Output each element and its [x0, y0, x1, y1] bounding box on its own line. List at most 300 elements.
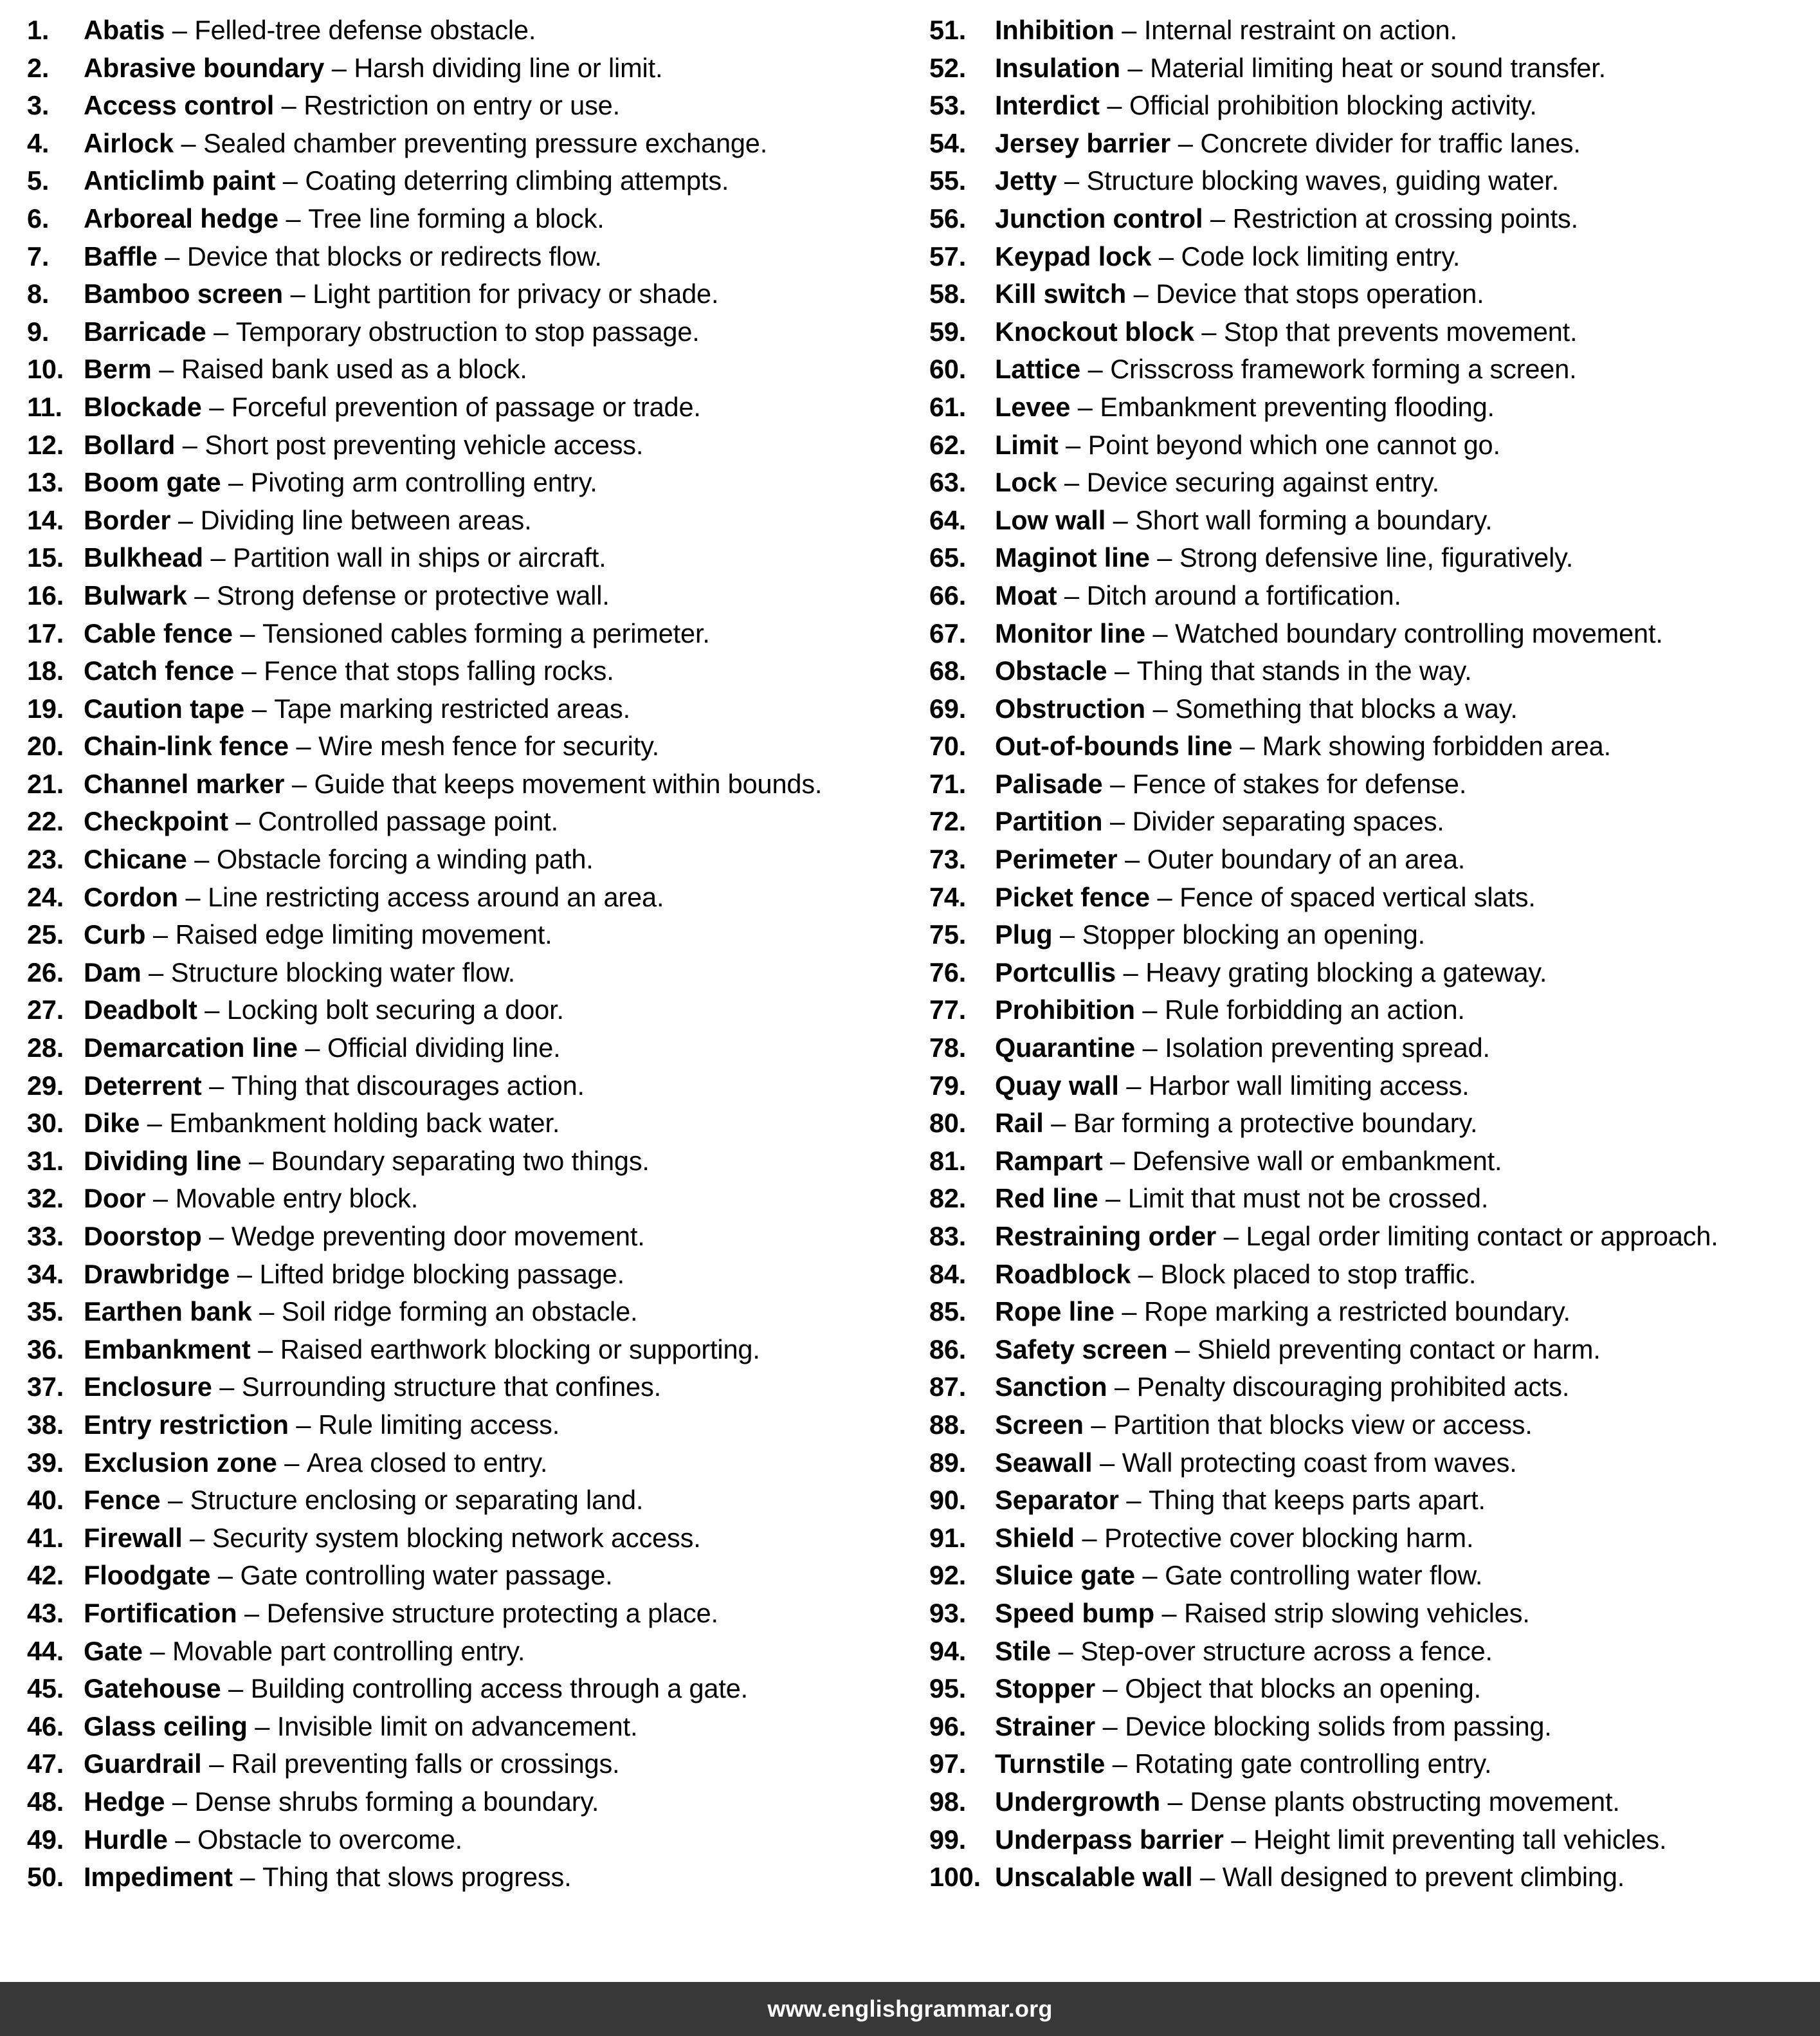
list-item-term: Exclusion zone [84, 1447, 277, 1478]
list-item [27, 652, 895, 690]
list-item-definition: Wire mesh fence for security. [318, 731, 660, 762]
list-item-body [995, 426, 1500, 464]
list-item-number: 83. [929, 1221, 967, 1251]
list-item [27, 1067, 895, 1105]
list-item-body [995, 238, 1460, 276]
list-item-term: Demarcation line [84, 1032, 298, 1063]
list-item-definition: Restriction at crossing points. [1232, 203, 1579, 234]
list-item-body [84, 539, 606, 577]
list-item-body [84, 426, 643, 464]
list-item [929, 615, 1807, 653]
list-item-term: Sanction [995, 1371, 1107, 1402]
list-item-number: 75. [929, 919, 967, 950]
list-item-term: Dam [84, 957, 141, 987]
list-item [27, 1595, 895, 1633]
list-item-separator: – [1134, 995, 1165, 1025]
list-item [929, 1105, 1807, 1142]
list-item-number: 73. [929, 844, 967, 875]
list-item-separator: – [1135, 1032, 1165, 1063]
list-item-definition: Block placed to stop traffic. [1160, 1258, 1477, 1289]
list-item [929, 652, 1807, 690]
list-item-number: 40. [27, 1485, 64, 1516]
list-item-body [84, 1368, 661, 1406]
list-item-term: Jersey barrier [995, 127, 1171, 158]
list-item-body [84, 1858, 572, 1896]
list-item-number: 21. [27, 768, 64, 799]
list-item-term: Airlock [84, 127, 174, 158]
list-item-term: Plug [995, 919, 1053, 950]
list-item-separator: – [1095, 1710, 1125, 1741]
list-item-number: 16. [27, 580, 64, 610]
list-item-body [995, 577, 1401, 615]
list-item-separator: – [1074, 1522, 1105, 1553]
list-item-definition: Structure enclosing or separating land. [190, 1485, 644, 1516]
list-item-number: 4. [27, 127, 50, 158]
list-item-term: Partition [995, 806, 1103, 837]
list-item-number: 72. [929, 806, 967, 837]
list-item-definition: Tensioned cables forming a perimeter. [262, 618, 710, 648]
list-item-term: Inhibition [995, 15, 1115, 45]
list-item-definition: Tree line forming a block. [308, 203, 605, 234]
list-item-definition: Dividing line between areas. [200, 504, 532, 535]
list-item-separator: – [212, 1371, 242, 1402]
list-item-definition: Watched boundary controlling movement. [1175, 618, 1663, 648]
list-item-separator: – [1057, 580, 1087, 610]
list-item-separator: – [1154, 1597, 1185, 1628]
list-item-definition: Rope marking a restricted boundary. [1144, 1296, 1570, 1327]
list-item-separator: – [1170, 127, 1201, 158]
list-item-definition: Protective cover blocking harm. [1104, 1522, 1474, 1553]
list-item [27, 1218, 895, 1256]
list-item-number: 27. [27, 995, 64, 1025]
list-item-definition: Movable entry block. [175, 1183, 419, 1214]
list-item [929, 1745, 1807, 1783]
list-item-body [84, 954, 515, 992]
list-item-separator: – [247, 1710, 277, 1741]
list-item-term: Stopper [995, 1673, 1096, 1704]
list-item-number: 19. [27, 693, 64, 724]
list-item [27, 275, 895, 313]
list-item-separator: – [141, 957, 171, 987]
list-item-term: Door [84, 1183, 146, 1214]
list-item-separator: – [250, 1334, 280, 1364]
list-item-separator: – [232, 1862, 263, 1893]
list-item-definition: Stopper blocking an opening. [1082, 919, 1426, 950]
list-item-separator: – [1131, 1258, 1161, 1289]
list-item-number: 78. [929, 1032, 967, 1063]
list-item-term: Embankment [84, 1334, 251, 1364]
list-item-body [995, 1406, 1533, 1444]
list-item [929, 426, 1807, 464]
list-item-term: Bamboo screen [84, 279, 284, 309]
list-item-term: Boom gate [84, 467, 221, 498]
list-item-definition: Locking bolt securing a door. [226, 995, 564, 1025]
list-item-separator: – [1052, 919, 1082, 950]
list-item-body [995, 1218, 1718, 1256]
list-item-separator: – [165, 15, 195, 45]
list-item-number: 18. [27, 656, 64, 686]
list-item-number: 55. [929, 165, 967, 196]
list-item-body [84, 1256, 624, 1294]
list-item-body [84, 879, 664, 917]
list-item-body [84, 1331, 760, 1369]
list-item-term: Cordon [84, 881, 178, 912]
list-item-number: 25. [27, 919, 64, 950]
list-item-definition: Ditch around a fortification. [1086, 580, 1401, 610]
list-item-body [84, 50, 662, 87]
list-item-number: 53. [929, 90, 967, 121]
list-item-body [995, 502, 1493, 540]
list-item-separator: – [221, 467, 251, 498]
list-item-number: 1. [27, 15, 50, 45]
list-item-number: 35. [27, 1296, 64, 1327]
list-item [929, 1481, 1807, 1519]
list-item [27, 426, 895, 464]
list-item [929, 1708, 1807, 1746]
list-item [929, 539, 1807, 577]
list-item-separator: – [288, 1409, 318, 1440]
list-item-definition: Rotating gate controlling entry. [1134, 1748, 1492, 1779]
list-item-number: 7. [27, 241, 50, 271]
list-item [27, 1821, 895, 1859]
list-item [27, 991, 895, 1029]
list-item-number: 50. [27, 1862, 64, 1893]
list-item [27, 464, 895, 502]
list-item [929, 954, 1807, 992]
list-item [929, 728, 1807, 766]
list-item-definition: Stop that prevents movement. [1224, 316, 1578, 347]
list-item-definition: Dense shrubs forming a boundary. [194, 1786, 599, 1817]
list-item-body [995, 1633, 1493, 1671]
list-item-definition: Embankment preventing flooding. [1100, 391, 1495, 422]
list-item [27, 1557, 895, 1595]
list-item-body [84, 577, 610, 615]
list-item-body [995, 1293, 1570, 1331]
list-item [929, 1595, 1807, 1633]
list-item-definition: Strong defense or protective wall. [216, 580, 610, 610]
list-item-separator: – [221, 1673, 251, 1704]
list-item [27, 1256, 895, 1294]
list-item [27, 1406, 895, 1444]
list-item-number: 32. [27, 1183, 64, 1214]
list-item [27, 1444, 895, 1482]
list-item-separator: – [175, 429, 205, 460]
list-item [27, 803, 895, 841]
list-item-separator: – [201, 1221, 232, 1251]
list-item-separator: – [1145, 618, 1176, 648]
list-item [929, 690, 1807, 728]
list-item-term: Rail [995, 1108, 1044, 1139]
list-item [27, 313, 895, 351]
list-item-definition: Thing that keeps parts apart. [1148, 1485, 1486, 1516]
list-item-number: 68. [929, 656, 967, 686]
list-item-separator: – [1167, 1334, 1197, 1364]
list-item-definition: Harbor wall limiting access. [1148, 1070, 1470, 1101]
list-item-separator: – [1120, 52, 1151, 83]
list-item-definition: Short post preventing vehicle access. [205, 429, 644, 460]
list-item-body [995, 803, 1444, 841]
list-item-body [84, 200, 605, 238]
list-item-number: 91. [929, 1522, 967, 1553]
list-item-body [84, 766, 822, 803]
list-item-body [995, 615, 1663, 653]
list-item-number: 6. [27, 203, 50, 234]
list-item-separator: – [201, 391, 232, 422]
list-item-number: 11. [27, 391, 62, 422]
list-item-body [84, 615, 710, 653]
list-item-term: Guardrail [84, 1748, 202, 1779]
list-item-body [84, 162, 729, 200]
list-item-body [84, 803, 558, 841]
list-item-number: 45. [27, 1673, 64, 1704]
list-item-separator: – [1145, 693, 1176, 724]
list-item-term: Earthen bank [84, 1296, 252, 1327]
list-item-separator: – [201, 1070, 232, 1101]
list-item-body [995, 539, 1573, 577]
list-item-body [84, 464, 597, 502]
list-item-number: 95. [929, 1673, 967, 1704]
list-item-body [84, 389, 701, 426]
list-item-separator: – [1118, 1485, 1149, 1516]
list-item [929, 1331, 1807, 1369]
list-item [27, 389, 895, 426]
list-item-definition: Fence of spaced vertical slats. [1179, 881, 1536, 912]
list-item-number: 29. [27, 1070, 64, 1101]
list-item-separator: – [1057, 165, 1087, 196]
list-item-number: 77. [929, 995, 967, 1025]
list-item-number: 20. [27, 731, 64, 762]
list-item [27, 1481, 895, 1519]
list-item-body [84, 1783, 599, 1821]
list-item-body [995, 162, 1559, 200]
list-item-separator: – [177, 881, 208, 912]
list-item-body [995, 1142, 1502, 1180]
list-item-term: Lock [995, 467, 1057, 498]
list-item-number: 66. [929, 580, 967, 610]
list-item-definition: Lifted bridge blocking passage. [259, 1258, 624, 1289]
list-item-number: 47. [27, 1748, 64, 1779]
list-item-definition: Concrete divider for traffic lanes. [1200, 127, 1581, 158]
list-item-definition: Device securing against entry. [1086, 467, 1439, 498]
list-item-separator: – [145, 919, 176, 950]
list-item-number: 99. [929, 1824, 967, 1855]
list-item-term: Blockade [84, 391, 202, 422]
list-item-number: 44. [27, 1635, 64, 1666]
list-item-number: 41. [27, 1522, 64, 1553]
list-item [929, 766, 1807, 803]
list-item-definition: Wall protecting coast from waves. [1122, 1447, 1517, 1478]
list-item-definition: Harsh dividing line or limit. [354, 52, 663, 83]
list-item [929, 1142, 1807, 1180]
list-item-number: 36. [27, 1334, 64, 1364]
list-item-term: Monitor line [995, 618, 1145, 648]
list-item [27, 1293, 895, 1331]
list-item-number: 98. [929, 1786, 967, 1817]
list-item-body [84, 1444, 547, 1482]
list-item-body [995, 12, 1457, 50]
list-item [929, 1557, 1807, 1595]
list-item-body [84, 728, 659, 766]
list-item-term: Baffle [84, 241, 158, 271]
list-item [27, 1783, 895, 1821]
list-item-definition: Rule forbidding an action. [1165, 995, 1465, 1025]
list-item-number: 28. [27, 1032, 64, 1063]
list-item-term: Deadbolt [84, 995, 197, 1025]
list-item [27, 200, 895, 238]
list-item-body [84, 87, 620, 125]
list-item-number: 3. [27, 90, 50, 121]
list-item [27, 1180, 895, 1218]
list-item [929, 87, 1807, 125]
list-item-definition: Strong defensive line, figuratively. [1179, 542, 1574, 573]
list-item-number: 69. [929, 693, 967, 724]
list-item-body [84, 275, 718, 313]
list-item-separator: – [206, 316, 236, 347]
list-item-definition: Penalty discouraging prohibited acts. [1136, 1371, 1570, 1402]
list-item-term: Bulkhead [84, 542, 203, 573]
list-item-body [995, 1029, 1490, 1067]
list-item-definition: Controlled passage point. [258, 806, 559, 837]
list-item-definition: Gate controlling water passage. [240, 1560, 613, 1591]
list-item-term: Prohibition [995, 995, 1135, 1025]
list-item-body [995, 1708, 1552, 1746]
list-item [929, 12, 1807, 50]
list-item-body [995, 1481, 1486, 1519]
list-item [929, 879, 1807, 917]
list-item-definition: Device blocking solids from passing. [1125, 1710, 1552, 1741]
list-item-term: Arboreal hedge [84, 203, 279, 234]
list-item-term: Strainer [995, 1710, 1096, 1741]
list-item-term: Shield [995, 1522, 1075, 1553]
list-item-number: 31. [27, 1145, 64, 1176]
list-item-body [84, 1821, 462, 1859]
list-item-term: Interdict [995, 90, 1100, 121]
list-item-definition: Code lock limiting entry. [1181, 241, 1461, 271]
list-item-term: Obstruction [995, 693, 1146, 724]
right-column [910, 12, 1820, 1896]
list-item [27, 1519, 895, 1557]
list-item [929, 162, 1807, 200]
list-item-definition: Mark showing forbidden area. [1262, 731, 1611, 762]
list-item-body [995, 1783, 1620, 1821]
list-item-separator: – [1105, 1748, 1135, 1779]
list-item-definition: Movable part controlling entry. [172, 1635, 525, 1666]
list-item-separator: – [1116, 957, 1146, 987]
list-item-term: Abatis [84, 15, 165, 45]
list-item-term: Turnstile [995, 1748, 1106, 1779]
list-item-body [84, 125, 767, 163]
list-item-number: 84. [929, 1258, 967, 1289]
list-item-number: 12. [27, 429, 64, 460]
list-item [929, 1256, 1807, 1294]
list-item-number: 38. [27, 1409, 64, 1440]
list-item-separator: – [277, 1447, 307, 1478]
list-item-separator: – [1149, 542, 1180, 573]
list-item-body [84, 1029, 561, 1067]
list-item-definition: Internal restraint on action. [1143, 15, 1457, 45]
list-item-number: 49. [27, 1824, 64, 1855]
list-item-number: 60. [929, 354, 967, 385]
list-item-number: 52. [929, 52, 967, 83]
list-item-number: 100. [929, 1862, 981, 1893]
list-item [27, 1670, 895, 1708]
list-item-term: Keypad lock [995, 241, 1152, 271]
list-item [27, 879, 895, 917]
list-item-body [995, 1180, 1488, 1218]
list-item-term: Kill switch [995, 279, 1127, 309]
list-item-definition: Limit that must not be crossed. [1127, 1183, 1489, 1214]
list-item-number: 37. [27, 1371, 64, 1402]
list-item-term: Doorstop [84, 1221, 202, 1251]
list-item-body [995, 50, 1606, 87]
list-item-term: Quarantine [995, 1032, 1136, 1063]
list-item-separator: – [187, 844, 217, 875]
list-item-separator: – [1106, 504, 1136, 535]
list-item-separator: – [142, 1635, 173, 1666]
list-item-term: Enclosure [84, 1371, 212, 1402]
list-item-number: 74. [929, 881, 967, 912]
list-item-number: 90. [929, 1485, 967, 1516]
list-item-separator: – [1102, 768, 1133, 799]
list-item [929, 351, 1807, 389]
list-item-body [995, 1858, 1624, 1896]
list-item [27, 502, 895, 540]
list-item [929, 238, 1807, 276]
list-item-definition: Step-over structure across a fence. [1080, 1635, 1493, 1666]
list-item-term: Entry restriction [84, 1409, 289, 1440]
list-item [929, 577, 1807, 615]
list-item-body [995, 1067, 1470, 1105]
list-item-term: Portcullis [995, 957, 1116, 987]
list-item [929, 991, 1807, 1029]
list-item-number: 13. [27, 467, 64, 498]
list-item-body [84, 690, 630, 728]
list-item-separator: – [203, 542, 233, 573]
left-column [0, 12, 910, 1896]
list-item [27, 1105, 895, 1142]
list-item-number: 80. [929, 1108, 967, 1139]
list-item [929, 502, 1807, 540]
list-item-body [84, 916, 552, 954]
list-item-body [995, 1256, 1476, 1294]
list-item-body [995, 1368, 1569, 1406]
list-item-number: 65. [929, 542, 967, 573]
list-item-body [995, 766, 1466, 803]
list-item-separator: – [201, 1748, 232, 1779]
list-item [27, 841, 895, 879]
list-item-separator: – [1114, 15, 1144, 45]
footer-website-url: www.englishgrammar.org [767, 1995, 1053, 2022]
list-item-body [84, 991, 564, 1029]
list-item-body [995, 1595, 1530, 1633]
list-item-separator: – [241, 1145, 271, 1176]
list-item-definition: Embankment holding back water. [169, 1108, 560, 1139]
list-item-term: Berm [84, 354, 152, 385]
list-item-definition: Something that blocks a way. [1175, 693, 1518, 724]
list-item-definition: Official prohibition blocking activity. [1129, 90, 1537, 121]
list-item-body [84, 652, 614, 690]
list-item-term: Insulation [995, 52, 1120, 83]
list-item-separator: – [1107, 656, 1137, 686]
list-item-term: Limit [995, 429, 1059, 460]
list-item [929, 50, 1807, 87]
list-item-body [84, 351, 527, 389]
list-item-separator: – [1095, 1673, 1125, 1704]
list-item [27, 1745, 895, 1783]
list-item [929, 1368, 1807, 1406]
list-item-body [84, 313, 700, 351]
list-item-definition: Point beyond which one cannot go. [1087, 429, 1500, 460]
